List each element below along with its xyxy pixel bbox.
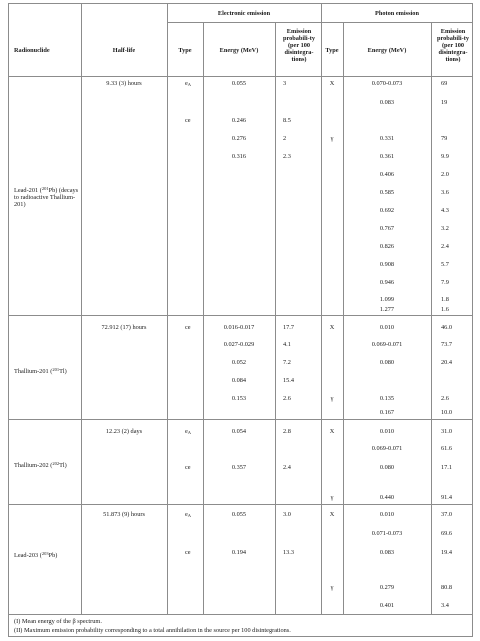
col-rule-half-life <box>167 4 168 614</box>
rule-section-3-end <box>9 504 473 505</box>
photon-energy-header: Energy (MeV) <box>367 47 407 54</box>
photon-energy: 0.071-0.073 <box>371 530 403 537</box>
photon-probability: 69.6 <box>441 530 453 537</box>
photon-type: X <box>329 324 335 331</box>
photon-energy: 0.361 <box>379 153 395 160</box>
photon-probability: 3.6 <box>441 189 449 196</box>
electron-probability: 2 <box>283 135 287 142</box>
electron-probability: 2.3 <box>283 153 291 160</box>
photon-energy: 0.010 <box>379 324 395 331</box>
photon-energy: 1.277 <box>379 306 395 313</box>
electron-type: $e_A$ <box>185 428 192 435</box>
photon-probability: 46.0 <box>441 324 453 331</box>
photon-energy: 0.069-0.071 <box>371 445 403 452</box>
electron-energy: 0.316 <box>231 153 247 160</box>
radionuclide-name: Lead-201 ($^{201}$Pb) (decays to radioactive Thallium-201) <box>14 186 79 208</box>
electron-energy: 0.153 <box>231 395 247 402</box>
photon-energy: 0.585 <box>379 189 395 196</box>
electronic-group-header: Electronic emission <box>217 10 271 17</box>
photon-energy: 0.767 <box>379 225 395 232</box>
photon-probability: 4.3 <box>441 207 449 214</box>
photon-type: X <box>329 80 335 87</box>
radionuclide-name: Lead-203 ($^{203}$Pb) <box>14 551 58 559</box>
half-life-value: 12.23 (2) days <box>105 428 143 435</box>
electron-energy: 0.246 <box>231 117 247 124</box>
photon-energy: 0.083 <box>379 549 395 556</box>
photon-probability: 79 <box>441 135 448 142</box>
half-life-header: Half-life <box>112 47 136 54</box>
footnote: (II) Maximum emission probability corresponding to a total annihilation in the source per 100 disintegrations. <box>14 627 291 634</box>
col-rule-electronic <box>321 4 322 614</box>
photon-energy: 1.099 <box>379 296 395 303</box>
col-rule-p-energy <box>431 22 432 614</box>
electron-energy: 0.194 <box>231 549 247 556</box>
photon-energy: 0.406 <box>379 171 395 178</box>
photon-probability: 91.4 <box>441 494 453 501</box>
electron-type: ce <box>185 549 191 556</box>
photon-probability: 3.4 <box>441 602 449 609</box>
electron-probability: 15.4 <box>283 377 295 384</box>
photon-probability: 19.4 <box>441 549 453 556</box>
photon-type: X <box>329 511 335 518</box>
photon-energy: 0.946 <box>379 279 395 286</box>
rule-section-2-end <box>9 419 473 420</box>
photon-probability: 2.4 <box>441 243 449 250</box>
rule-under-group-headers <box>167 22 473 23</box>
col-rule-e-energy <box>275 22 276 614</box>
photon-probability: 31.0 <box>441 428 453 435</box>
electron-probability: 17.7 <box>283 324 295 331</box>
col-rule-e-type <box>203 22 204 614</box>
photon-probability: 80.8 <box>441 584 453 591</box>
photon-probability: 37.0 <box>441 511 453 518</box>
photon-energy: 0.279 <box>379 584 395 591</box>
photon-type: γ <box>330 135 334 142</box>
photon-energy: 0.080 <box>379 359 395 366</box>
rule-under-header <box>9 76 473 77</box>
photon-type-header: Type <box>325 47 339 54</box>
electron-energy: 0.357 <box>231 464 247 471</box>
photon-type: X <box>329 428 335 435</box>
col-rule-radionuclide <box>81 4 82 614</box>
photon-probability: 1.8 <box>441 296 449 303</box>
photon-energy: 0.908 <box>379 261 395 268</box>
photon-type: γ <box>330 584 334 591</box>
photon-energy: 0.070-0.073 <box>371 80 403 87</box>
electronic-energy-header: Energy (MeV) <box>219 47 259 54</box>
electron-probability: 4.1 <box>283 341 291 348</box>
electron-type: ce <box>185 464 191 471</box>
electron-probability: 7.2 <box>283 359 291 366</box>
rule-section-1-end <box>9 315 473 316</box>
electron-type: $e_A$ <box>185 511 192 518</box>
rule-table-end <box>9 614 473 615</box>
radionuclide-table <box>8 3 473 637</box>
photon-group-header: Photon emission <box>375 10 419 17</box>
electron-type: $e_A$ <box>185 80 192 87</box>
photon-probability: 61.6 <box>441 445 453 452</box>
photon-probability: 3.2 <box>441 225 449 232</box>
photon-energy: 0.010 <box>379 428 395 435</box>
electron-energy: 0.276 <box>231 135 247 142</box>
half-life-value: 51.873 (9) hours <box>103 511 145 518</box>
photon-probability-header: Emission probabili-ty (per 100 disintegra-tions) <box>436 28 470 63</box>
photon-probability: 1.6 <box>441 306 449 313</box>
photon-probability: 69 <box>441 80 448 87</box>
footnote: (I) Mean energy of the β spectrum. <box>14 618 102 625</box>
half-life-value: 72.912 (17) hours <box>101 324 147 331</box>
photon-energy: 0.692 <box>379 207 395 214</box>
electron-probability: 3.0 <box>283 511 291 518</box>
photon-probability: 17.1 <box>441 464 453 471</box>
photon-probability: 10.0 <box>441 409 453 416</box>
electron-energy: 0.054 <box>231 428 247 435</box>
electron-energy: 0.055 <box>231 80 247 87</box>
electron-energy: 0.055 <box>231 511 247 518</box>
photon-energy: 0.080 <box>379 464 395 471</box>
photon-probability: 73.7 <box>441 341 453 348</box>
electron-energy: 0.016-0.017 <box>223 324 255 331</box>
radionuclide-name: Thallium-201 ($^{201}$Tl) <box>14 367 67 375</box>
photon-energy: 0.440 <box>379 494 395 501</box>
electronic-type-header: Type <box>178 47 192 54</box>
photon-probability: 5.7 <box>441 261 449 268</box>
photon-energy: 0.069-0.071 <box>371 341 403 348</box>
photon-energy: 0.331 <box>379 135 395 142</box>
photon-probability: 19 <box>441 99 448 106</box>
electron-energy: 0.027-0.029 <box>223 341 255 348</box>
half-life-value: 9.33 (3) hours <box>106 80 142 87</box>
electron-probability: 2.8 <box>283 428 291 435</box>
electron-energy: 0.052 <box>231 359 247 366</box>
electron-probability: 3 <box>283 80 287 87</box>
photon-probability: 9.9 <box>441 153 449 160</box>
electron-probability: 2.6 <box>283 395 291 402</box>
photon-probability: 7.9 <box>441 279 449 286</box>
photon-energy: 0.010 <box>379 511 395 518</box>
electron-probability: 8.5 <box>283 117 291 124</box>
electron-energy: 0.084 <box>231 377 247 384</box>
photon-energy: 0.083 <box>379 99 395 106</box>
photon-type: γ <box>330 494 334 501</box>
electronic-probability-header: Emission probabili-ty (per 100 disintegra-tions) <box>282 28 316 63</box>
col-rule-p-type <box>343 22 344 614</box>
photon-probability: 2.6 <box>441 395 449 402</box>
photon-probability: 20.4 <box>441 359 453 366</box>
electron-probability: 2.4 <box>283 464 291 471</box>
electron-type: ce <box>185 117 191 124</box>
radionuclide-header: Radionuclide <box>14 47 50 54</box>
photon-type: γ <box>330 395 334 402</box>
photon-probability: 2.0 <box>441 171 449 178</box>
photon-energy: 0.167 <box>379 409 395 416</box>
electron-probability: 13.3 <box>283 549 295 556</box>
photon-energy: 0.401 <box>379 602 395 609</box>
electron-type: ce <box>185 324 191 331</box>
photon-energy: 0.135 <box>379 395 395 402</box>
radionuclide-name: Thallium-202 ($^{202}$Tl) <box>14 461 67 469</box>
photon-energy: 0.826 <box>379 243 395 250</box>
